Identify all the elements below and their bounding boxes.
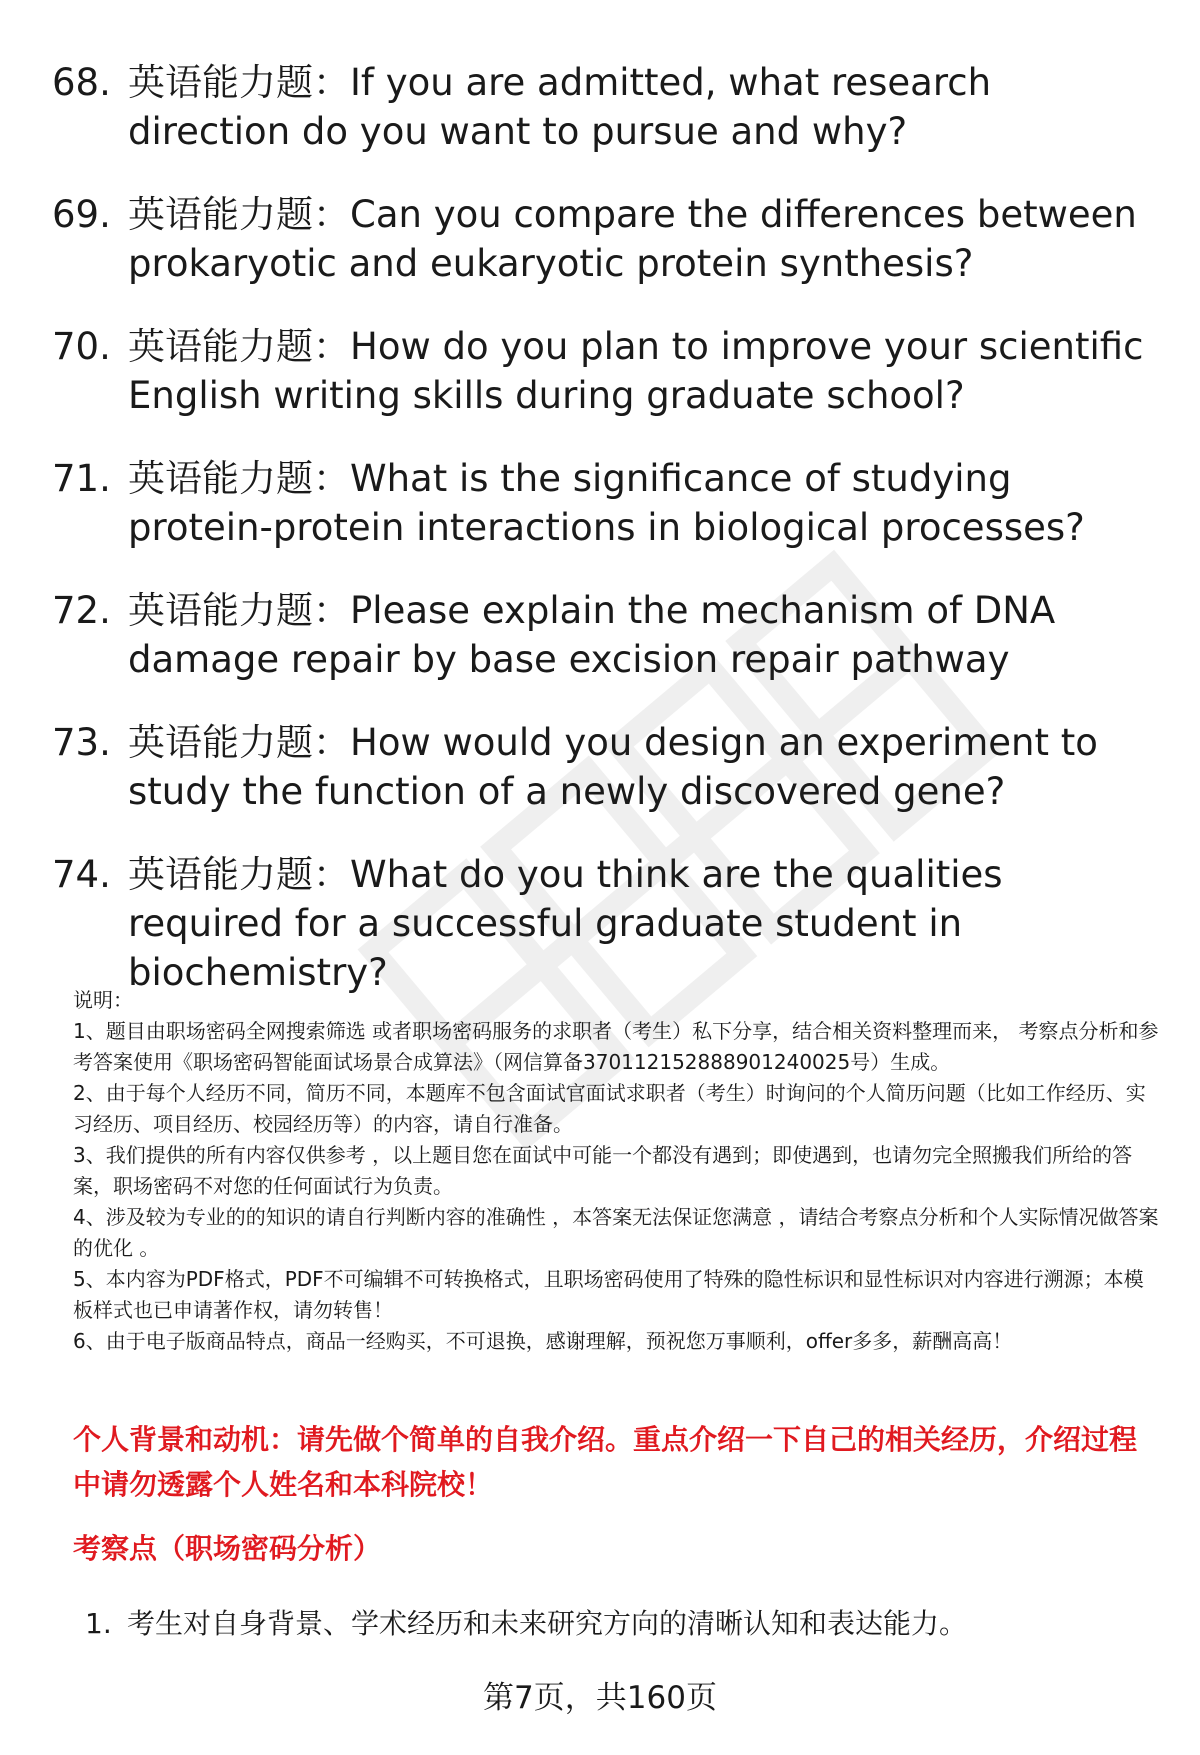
question-text: 英语能力题：If you are admitted, what research direction do you want to pursue and why? xyxy=(128,61,992,153)
question-item xyxy=(52,718,1162,816)
question-item xyxy=(52,850,1162,997)
question-item xyxy=(52,454,1162,552)
question-number: 73. xyxy=(52,721,111,764)
analysis-point-number: 1. xyxy=(85,1607,112,1640)
question-number: 69. xyxy=(52,193,111,236)
section-heading: 个人背景和动机：请先做个简单的自我介绍。重点介绍一下自己的相关经历，介绍过程中请勿透露个人姓名和本科院校！ xyxy=(73,1423,1138,1501)
question-text: 英语能力题：What is the significance of studying protein-protein interactions in biological processes? xyxy=(128,457,1085,549)
notes-section xyxy=(73,985,1163,1357)
analysis-point xyxy=(85,1604,967,1644)
question-item xyxy=(52,322,1162,420)
question-number: 68. xyxy=(52,61,111,104)
note-item: 1、题目由职场密码全网搜索筛选 或者职场密码服务的求职者（考生）私下分享，结合相关资料整理而来， 考察点分析和参考答案使用《职场密码智能面试场景合成算法》（网信算备370112152888901240025号）生成。 xyxy=(73,1019,1159,1074)
question-number: 71. xyxy=(52,457,111,500)
note-item: 5、本内容为PDF格式，PDF不可编辑不可转换格式，且职场密码使用了特殊的隐性标识和显性标识对内容进行溯源；本模板样式也已申请著作权，请勿转售！ xyxy=(73,1267,1144,1322)
question-number: 70. xyxy=(52,325,111,368)
question-text: 英语能力题：What do you think are the qualities required for a successful graduate student in biochemistry? xyxy=(128,853,1003,994)
question-text: 英语能力题：Can you compare the differences between prokaryotic and eukaryotic protein synthesis? xyxy=(128,193,1137,285)
note-item: 4、涉及较为专业的的知识的请自行判断内容的准确性 ，本答案无法保证您满意 ，请结合考察点分析和个人实际情况做答案的优化 。 xyxy=(73,1205,1159,1260)
analysis-heading: 考察点（职场密码分析） xyxy=(73,1532,382,1565)
question-number: 72. xyxy=(52,589,111,632)
question-number: 74. xyxy=(52,853,111,896)
question-item xyxy=(52,58,1162,156)
note-item: 6、由于电子版商品特点，商品一经购买，不可退换，感谢理解，预祝您万事顺利，offer多多，薪酬高高！ xyxy=(73,1329,1013,1353)
analysis-point-text: 考生对自身背景、学术经历和未来研究方向的清晰认知和表达能力。 xyxy=(127,1607,968,1640)
question-text: 英语能力题：How do you plan to improve your scientific English writing skills during graduate school? xyxy=(128,325,1144,417)
question-text: 英语能力题：How would you design an experiment to study the function of a newly discovered gene? xyxy=(128,721,1098,813)
note-item: 2、由于每个人经历不同，简历不同，本题库不包含面试官面试求职者（考生）时询问的个人简历问题（比如工作经历、实习经历、项目经历、校园经历等）的内容，请自行准备。 xyxy=(73,1081,1146,1136)
note-item: 3、我们提供的所有内容仅供参考 ，以上题目您在面试中可能一个都没有遇到；即使遇到，也请勿完全照搬我们所给的答案，职场密码不对您的任何面试行为负责。 xyxy=(73,1143,1133,1198)
page-footer: 第7页，共160页 xyxy=(483,1680,717,1716)
question-list xyxy=(52,58,1162,1031)
question-item xyxy=(52,190,1162,288)
question-item xyxy=(52,586,1162,684)
notes-title: 说明： xyxy=(73,988,133,1012)
question-text: 英语能力题：Please explain the mechanism of DNA damage repair by base excision repair pathway xyxy=(128,589,1056,681)
